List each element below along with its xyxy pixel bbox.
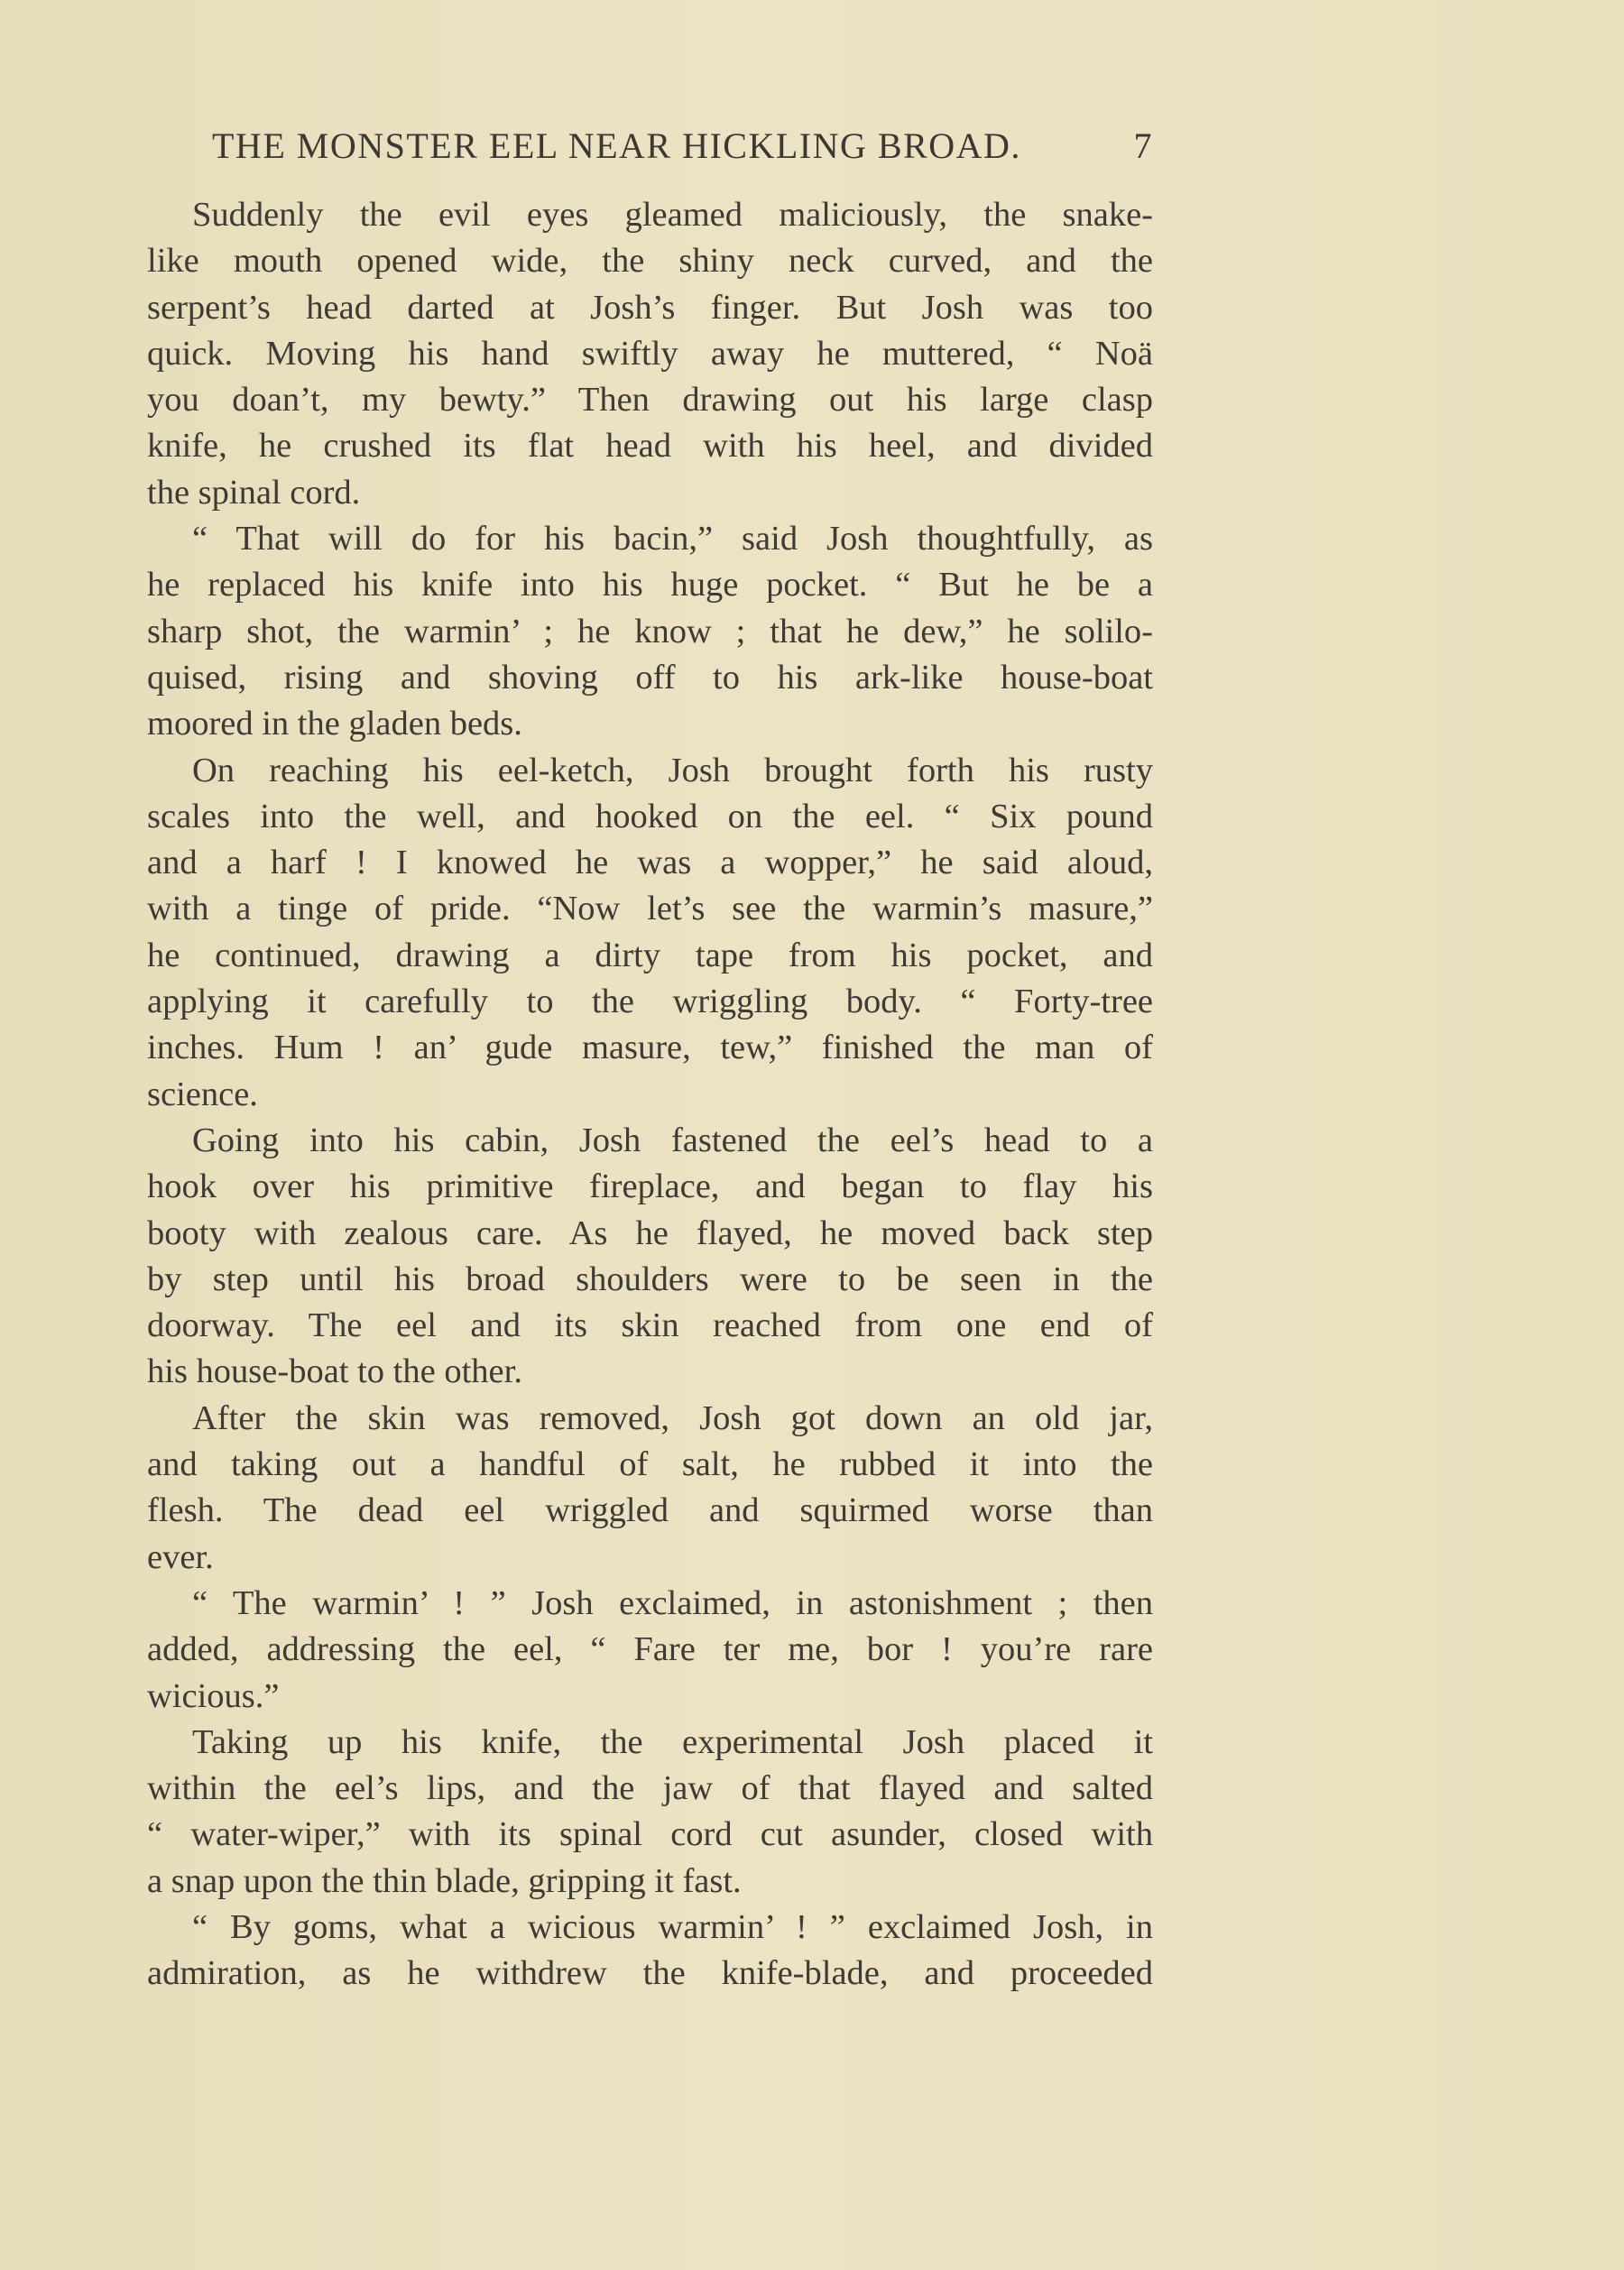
text-line: like mouth opened wide, the shiny neck curved, and the [147, 242, 1153, 281]
text-line: his house-boat to the other. [147, 1352, 522, 1391]
text-line: Going into his cabin, Josh fastened the eel’s head to a [192, 1121, 1153, 1159]
text-line: flesh. The dead eel wriggled and squirmed worse than [147, 1491, 1153, 1530]
text-line: booty with zealous care. As he flayed, he moved back step [147, 1213, 1153, 1252]
text-line: “ The warmin’ ! ” Josh exclaimed, in astonishment ; then [192, 1583, 1153, 1622]
text-line: he replaced his knife into his huge pocket. “ But he be a [147, 566, 1153, 604]
text-line: moored in the gladen beds. [147, 705, 522, 743]
text-line: On reaching his eel-ketch, Josh brought forth his rusty [192, 751, 1153, 789]
text-line: “ water-wiper,” with its spinal cord cut asunder, closed with [147, 1815, 1153, 1854]
text-line: applying it carefully to the wriggling body. “ Forty-tree [147, 983, 1153, 1021]
body-text [147, 192, 1153, 1998]
text-line: quick. Moving his hand swiftly away he muttered, “ Noä [147, 334, 1153, 373]
text-line: sharp shot, the warmin’ ; he know ; that he dew,” he solilo- [147, 612, 1153, 651]
text-line: he continued, drawing a dirty tape from his pocket, and [147, 936, 1153, 974]
text-line: scales into the well, and hooked on the eel. “ Six pound [147, 797, 1153, 835]
text-line: added, addressing the eel, “ Fare ter me, bor ! you’re rare [147, 1630, 1153, 1669]
page-number: 7 [1133, 125, 1153, 166]
text-line: you doan’t, my bewty.” Then drawing out his large clasp [147, 381, 1153, 420]
running-head [212, 119, 1153, 173]
text-line: and a harf ! I knowed he was a wopper,” he said aloud, [147, 844, 1153, 882]
text-line: the spinal cord. [147, 473, 361, 512]
text-line: knife, he crushed its flat head with his heel, and divided [147, 427, 1153, 466]
text-line: “ That will do for his bacin,” said Josh thoughtfully, as [192, 520, 1153, 558]
text-line: admiration, as he withdrew the knife-blade, and proceeded [147, 1954, 1153, 1993]
text-line: doorway. The eel and its skin reached from one end of [147, 1306, 1153, 1345]
running-title: THE MONSTER EEL NEAR HICKLING BROAD. [212, 125, 1021, 166]
text-line: “ By goms, what a wicious warmin’ ! ” exclaimed Josh, in [192, 1907, 1153, 1946]
text-line: and taking out a handful of salt, he rubbed it into the [147, 1445, 1153, 1484]
text-line: hook over his primitive fireplace, and began to flay his [147, 1167, 1153, 1206]
text-line: ever. [147, 1537, 214, 1576]
text-line: quised, rising and shoving off to his ark-like house-boat [147, 658, 1153, 697]
text-line: science. [147, 1075, 258, 1113]
text-line: a snap upon the thin blade, gripping it fast. [147, 1861, 742, 1900]
text-line: serpent’s head darted at Josh’s finger. But Josh was too [147, 288, 1153, 327]
text-line: by step until his broad shoulders were to be seen in the [147, 1260, 1153, 1298]
text-line: Suddenly the evil eyes gleamed maliciously, the snake- [192, 196, 1153, 234]
text-line: Taking up his knife, the experimental Josh placed it [192, 1722, 1153, 1761]
text-line: within the eel’s lips, and the jaw of that flayed and salted [147, 1769, 1153, 1808]
text-line: wicious.” [147, 1676, 280, 1715]
text-line: with a tinge of pride. “Now let’s see the warmin’s masure,” [147, 890, 1153, 928]
text-line: After the skin was removed, Josh got down an old jar, [192, 1398, 1153, 1437]
text-line: inches. Hum ! an’ gude masure, tew,” finished the man of [147, 1029, 1153, 1067]
